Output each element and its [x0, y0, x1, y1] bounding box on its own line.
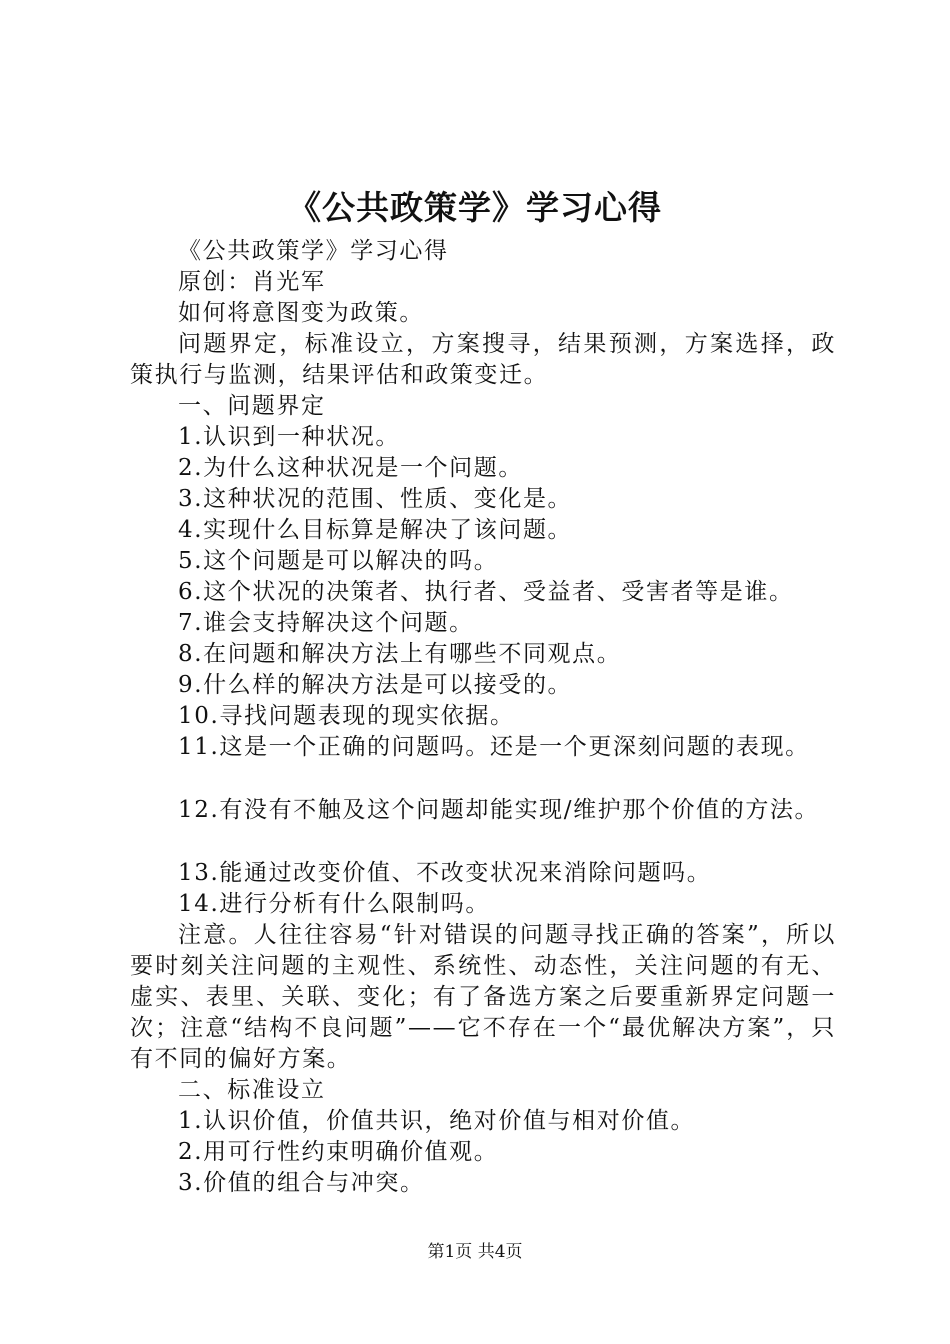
list-item: 11.这是一个正确的问题吗。还是一个更深刻问题的表现。 — [178, 734, 810, 760]
author-line: 原创：肖光军 — [178, 269, 326, 295]
intro-paragraph: 问题界定，标准设立，方案搜寻，结果预测，方案选择，政策执行与监测，结果评估和政策变迁。 — [130, 331, 836, 388]
list-item: 2.为什么这种状况是一个问题。 — [178, 455, 523, 481]
section-heading-2: 二、标准设立 — [178, 1077, 326, 1103]
list-item: 14.进行分析有什么限制吗。 — [178, 891, 490, 917]
list-item: 5.这个问题是可以解决的吗。 — [178, 548, 499, 574]
list-item: 2.用可行性约束明确价值观。 — [178, 1139, 499, 1165]
note-paragraph: 注意。人往往容易“针对错误的问题寻找正确的答案”，所以要时刻关注问题的主观性、系统性、动态性，关注问题的有无、虚实、表里、关联、变化；有了备选方案之后要重新界定问题一次；注意“结构不良问题”——它不存在一个“最优解决方案”，只有不同的偏好方案。 — [130, 922, 836, 1072]
list-item: 7.谁会支持解决这个问题。 — [178, 610, 474, 636]
section-heading-1: 一、问题界定 — [178, 393, 326, 419]
list-item: 10.寻找问题表现的现实依据。 — [178, 703, 515, 729]
list-item: 9.什么样的解决方法是可以接受的。 — [178, 672, 573, 698]
list-item: 12.有没有不触及这个问题却能实现/维护那个价值的方法。 — [178, 797, 820, 823]
page-footer: 第1页 共4页 — [427, 1242, 523, 1262]
list-item: 3.价值的组合与冲突。 — [178, 1170, 425, 1196]
list-item: 6.这个状况的决策者、执行者、受益者、受害者等是谁。 — [178, 579, 794, 605]
document-body — [130, 236, 836, 1199]
list-item: 3.这种状况的范围、性质、变化是。 — [178, 486, 573, 512]
list-item: 4.实现什么目标算是解决了该问题。 — [178, 517, 573, 543]
intro-question: 如何将意图变为政策。 — [178, 300, 424, 326]
list-item: 1.认识价值，价值共识，绝对价值与相对价值。 — [178, 1108, 696, 1134]
list-item: 13.能通过改变价值、不改变状况来消除问题吗。 — [178, 860, 712, 886]
document-title: 《公共政策学》学习心得 — [288, 188, 662, 227]
list-item: 1.认识到一种状况。 — [178, 424, 400, 450]
subtitle-line: 《公共政策学》学习心得 — [178, 238, 449, 264]
list-item: 8.在问题和解决方法上有哪些不同观点。 — [178, 641, 622, 667]
